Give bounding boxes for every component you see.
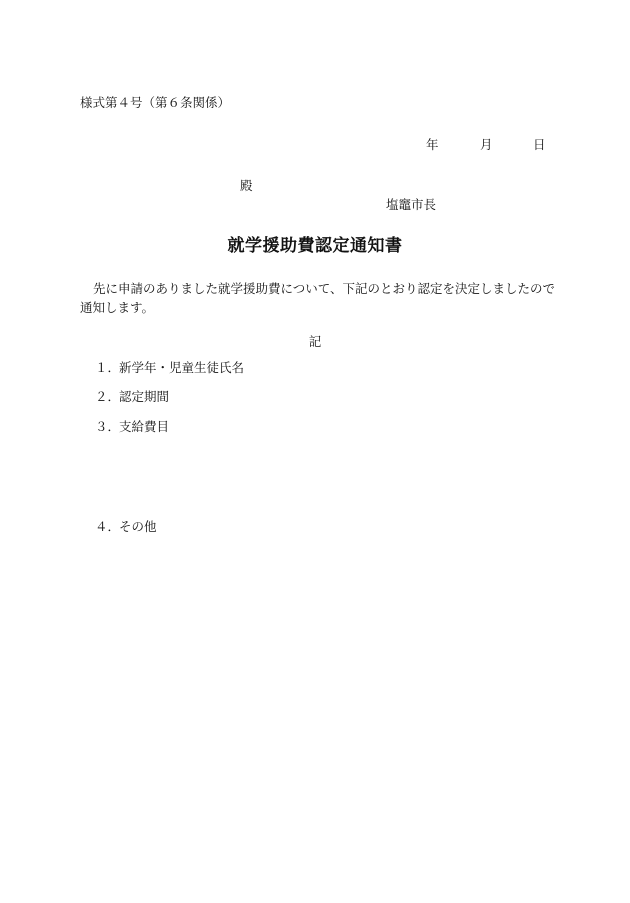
document-title: 就学援助費認定通知書 [227, 236, 403, 256]
list-item [95, 360, 244, 376]
date-year-label: 年 [426, 137, 439, 152]
date-day-label: 日 [533, 137, 546, 152]
list-item-label: 支給費目 [119, 419, 170, 434]
list-item-label: その他 [119, 519, 157, 534]
body-paragraph: 先に申請のありました就学援助費について、下記のとおり認定を決定しましたので通知します。 [80, 281, 556, 315]
list-item [95, 519, 157, 535]
list-item-number: ２． [95, 389, 121, 404]
addressee-honorific: 殿 [240, 178, 253, 193]
list-item-number: ３． [95, 419, 121, 434]
issuer-name: 塩竈市長 [386, 197, 437, 212]
form-number: 様式第４号（第６条関係） [80, 95, 231, 110]
list-item-number: ４． [95, 519, 121, 534]
date-month-label: 月 [480, 137, 493, 152]
list-item-label: 新学年・児童生徒氏名 [119, 360, 245, 375]
list-item [95, 419, 169, 435]
list-item-number: １． [95, 360, 121, 375]
list-item-label: 認定期間 [119, 389, 170, 404]
ki-heading: 記 [308, 334, 322, 349]
list-item [95, 389, 169, 405]
